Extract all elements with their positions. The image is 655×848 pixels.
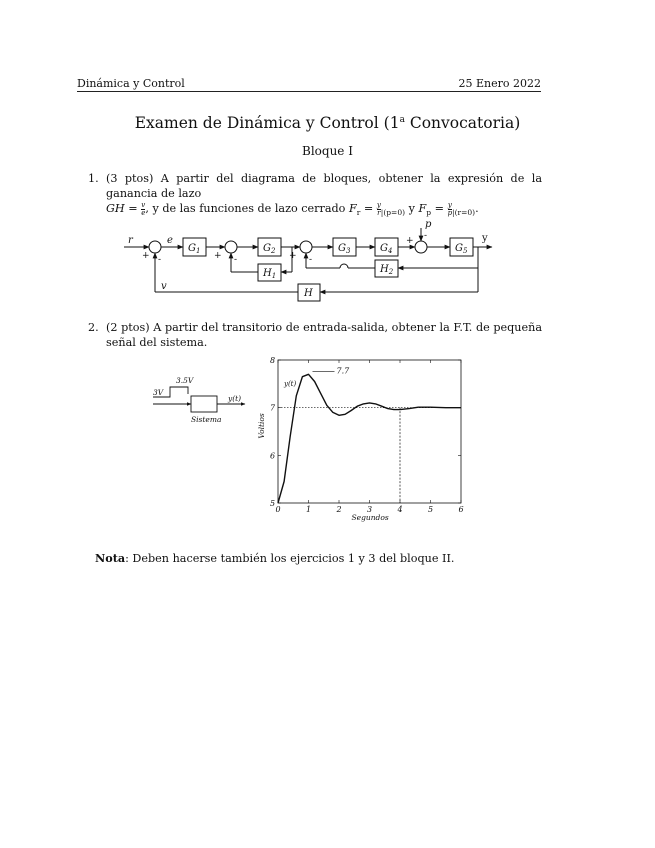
x-tick-label: 2 <box>336 505 342 514</box>
input-high-label: 3.5V <box>176 376 194 385</box>
svg-text:G5: $G_5$ <box>455 243 468 255</box>
y-tick-label: 5 <box>270 499 276 508</box>
x-tick-label: 0 <box>275 505 281 514</box>
system-block <box>191 396 217 412</box>
question-text: (2 ptos) A partir del transitorio de entrada-salida, obtener la F.T. de pequeña señal del sistema. <box>106 321 542 349</box>
x-tick-label: 4 <box>397 505 403 514</box>
fraction: $\frac{y}{p}$ <box>447 200 453 217</box>
svg-text:r: r <box>128 235 133 246</box>
svg-text:G3: $G_3$ <box>338 243 351 255</box>
peak-label: 7.7 <box>336 366 350 376</box>
y-tick-label: 7 <box>270 403 276 413</box>
question-number: 1. <box>88 172 99 185</box>
svg-text:G2: $G_2$ <box>263 243 276 255</box>
question-number: 2. <box>88 321 99 334</box>
summing-junction-1 <box>149 241 161 253</box>
plot-frame <box>278 360 461 503</box>
svg-text:p: p <box>425 219 432 230</box>
exam-title: Examen de Dinámica y Control (1$^a$ Convocatoria) <box>134 114 521 132</box>
output-label: y(t) <box>228 394 242 403</box>
svg-text:e: e <box>167 235 173 246</box>
svg-text:+: + <box>289 251 297 261</box>
header-date: 25 Enero 2022 <box>458 77 541 90</box>
summing-junction-2 <box>225 241 237 253</box>
svg-text:+: + <box>142 251 150 261</box>
response-curve <box>278 374 461 503</box>
system-sketch <box>150 372 260 427</box>
y-tick-label: 8 <box>270 356 276 365</box>
note-label: Nota <box>95 551 126 565</box>
input-low-label: 3V <box>153 388 164 397</box>
header-course: Dinámica y Control <box>77 77 185 90</box>
curve-label: y(t) <box>284 380 297 389</box>
svg-text:-: - <box>424 231 428 241</box>
svg-text:+: + <box>406 236 414 246</box>
x-tick-label: 6 <box>458 505 464 514</box>
fraction: $\frac{v}{e}$ <box>141 200 146 217</box>
svg-text:v: v <box>161 281 167 292</box>
svg-text:+: + <box>214 251 222 261</box>
summing-junction-4 <box>415 241 427 253</box>
system-label: Sistema <box>191 415 222 424</box>
svg-text:H1: $H_1$ <box>263 268 277 280</box>
y-axis-label: Voltios <box>257 413 266 439</box>
y-tick-label: 6 <box>270 451 276 461</box>
svg-text:-: - <box>309 255 313 265</box>
note <box>95 551 454 565</box>
svg-text:G4: $G_4$ <box>380 243 393 255</box>
svg-text:-: - <box>158 255 162 265</box>
question-2 <box>88 320 542 350</box>
note-text: : Deben hacerse también los ejercicios 1 y 3 del bloque II. <box>125 552 455 565</box>
x-tick-label: 5 <box>428 505 434 514</box>
question-text: (3 ptos) A partir del diagrama de bloques, obtener la expresión de la ganancia de lazo GH = $\frac{v}{e}$ , y de las funciones de lazo cerrado $F_r$ = $\frac{y}{r}$ $_{|(p=0)}$ y $F_p$ = $\frac{y}{p}$ $_{|(r=0)}$. <box>106 172 542 217</box>
svg-text:H: H <box>304 288 313 299</box>
x-tick-label: 1 <box>306 505 312 514</box>
x-tick-label: 3 <box>367 505 373 514</box>
summing-junction-3 <box>300 241 312 253</box>
section-title: Bloque I <box>302 144 353 158</box>
svg-text:H2: $H_2$ <box>380 264 394 276</box>
x-axis-label: Segundos <box>351 513 389 522</box>
step-response-chart <box>250 352 470 524</box>
svg-text:-: - <box>234 255 238 265</box>
fraction: $\frac{y}{r}$ <box>376 200 381 217</box>
svg-text:y: y <box>482 233 488 244</box>
svg-text:G1: $G_1$ <box>188 243 201 255</box>
